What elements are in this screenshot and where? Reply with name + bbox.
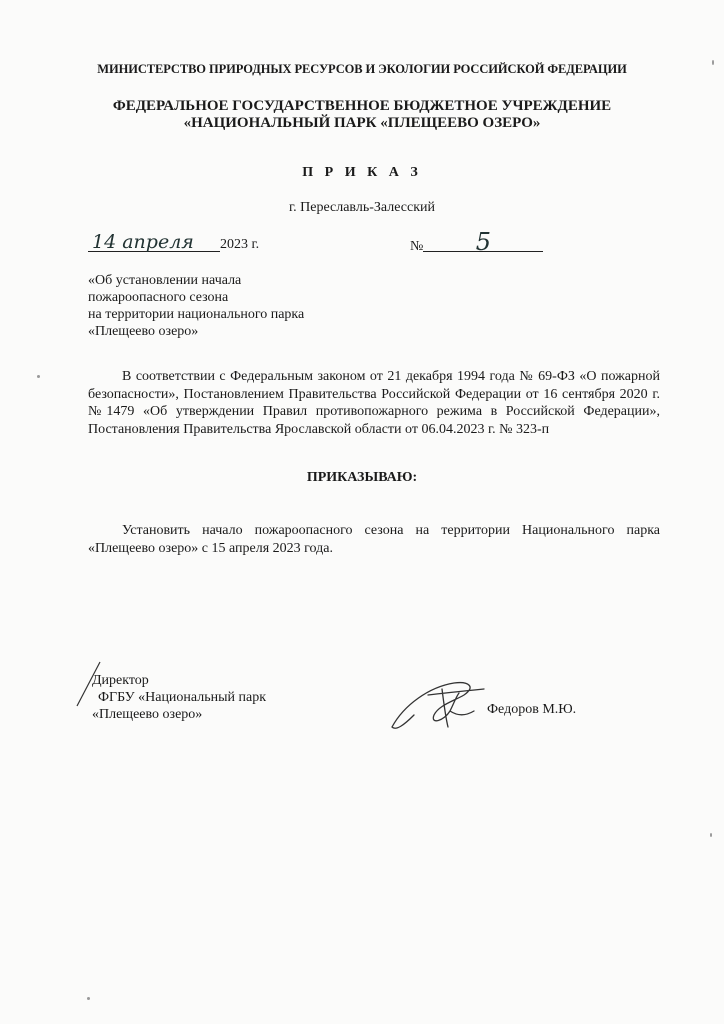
institution-line-1: ФЕДЕРАЛЬНОЕ ГОСУДАРСТВЕННОЕ БЮДЖЕТНОЕ УЧРЕЖДЕНИЕ: [112, 98, 612, 114]
subject-line-4: «Плещеево озеро»: [88, 324, 199, 339]
scan-speck: [87, 997, 90, 1000]
order-date: [88, 233, 259, 253]
legal-basis-paragraph: В соответствии с Федеральным законом от 21 декабря 1994 года № 69-ФЗ «О пожарной безопасности», Постановлением Правительства Российской Федерации от 16 сентября 2020 г. №1479 «Об утверждении Правил противопожарного режима в Российской Федерации», Постановления Правительства Ярославской области от 06.04.2023 г. № 323-п: [88, 369, 660, 437]
institution-header: [0, 98, 724, 132]
scan-speck: [712, 60, 714, 65]
subject-line-3: на территории национального парка: [88, 307, 305, 322]
handwritten-date: 14 апреля: [88, 233, 220, 252]
position-line-1: Директор: [92, 673, 149, 688]
scan-speck: [37, 375, 40, 378]
ministry-header: МИНИСТЕРСТВО ПРИРОДНЫХ РЕСУРСОВ И ЭКОЛОГИИ РОССИЙСКОЙ ФЕДЕРАЦИИ: [97, 62, 627, 76]
decision-paragraph: Установить начало пожароопасного сезона на территории Национального парка «Плещеево озеро» с 15 апреля 2023 года.: [88, 523, 660, 556]
order-number: [410, 228, 543, 256]
institution-line-2: «НАЦИОНАЛЬНЫЙ ПАРК «ПЛЕЩЕЕВО ОЗЕРО»: [183, 115, 541, 131]
scan-speck: [710, 833, 712, 837]
order-city: г. Переславль-Залесский: [288, 200, 436, 215]
order-title: П Р И К А З: [302, 165, 422, 180]
order-year: 2023 г.: [220, 237, 260, 252]
number-label: №: [410, 239, 424, 254]
order-subject: [88, 272, 304, 340]
subject-line-1: «Об установлении начала: [88, 273, 242, 288]
signatory-position: [92, 672, 266, 723]
subject-line-2: пожароопасного сезона: [88, 290, 229, 305]
command-heading: ПРИКАЗЫВАЮ:: [306, 470, 418, 485]
handwritten-number: 5: [423, 233, 543, 252]
handwritten-signature: [384, 675, 494, 735]
signatory-name: Федоров М.Ю.: [487, 702, 577, 717]
position-line-2: ФГБУ «Национальный парк: [98, 690, 267, 705]
position-line-3: «Плещеево озеро»: [92, 707, 203, 722]
